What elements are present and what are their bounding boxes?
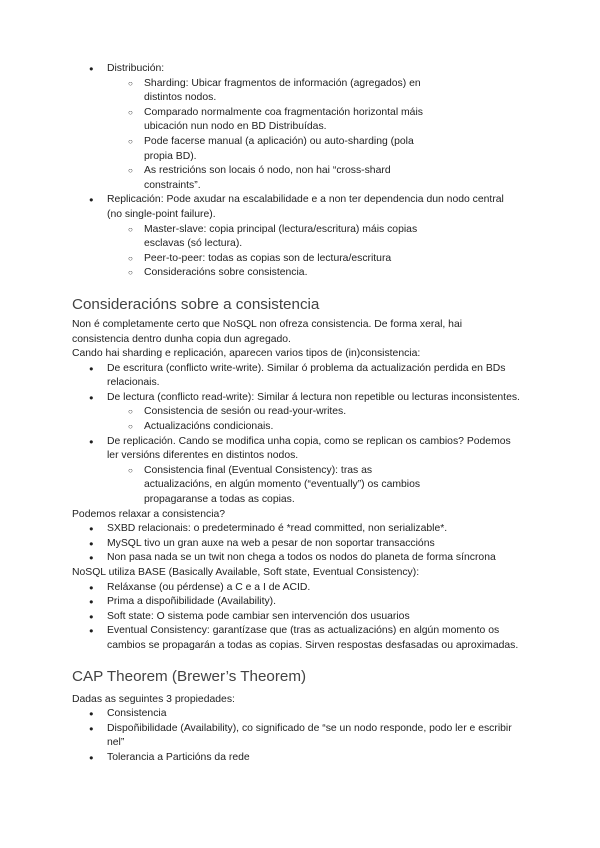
sub-list-item: ○ As restricións son locais ó nodo, non hai “cross-shard constraints”. [0, 164, 520, 193]
document-page [0, 62, 600, 766]
list-item: ● Tolerancia a Particións da rede [0, 751, 600, 766]
paragraph: Dadas as seguintes 3 propiedades: [72, 693, 235, 705]
list-item: ● Prima a dispoñibilidade (Availability). [0, 595, 600, 610]
sub-list-item: ○ Actualizacións condicionais. [0, 420, 520, 435]
bullet-text: De replicación. Cando se modifica unha copia, como se replican os cambios? Podemos ler versións diferentes en distintos nodos. [107, 435, 511, 462]
list-item: ● SXBD relacionais: o predeterminado é *read committed, non serializable*. [0, 522, 600, 537]
sub-bullet-list [107, 223, 520, 281]
inconsistency-types-list [0, 362, 600, 508]
sub-list-item: ○ Consistencia final (Eventual Consistency): tras as actualizacións, en algún momento (“eventually”) os cambios propagaranse a todas as copias. [0, 464, 520, 508]
paragraph: Cando hai sharding e replicación, aparecen varios tipos de (in)consistencia: [72, 348, 421, 360]
paragraph: Non é completamente certo que NoSQL non ofreza consistencia. De forma xeral, hai consistencia dentro dunha copia dun agregado. [72, 318, 463, 345]
sub-bullet-list [107, 77, 520, 194]
base-list [0, 581, 600, 654]
list-item: ● Dispoñibilidade (Availability), co significado de “se un nodo responde, podo ler e escribir nel” [0, 722, 600, 751]
list-item: ● MySQL tivo un gran auxe na web a pesar de non soportar transaccións [0, 537, 600, 552]
sub-list-item: ○ Comparado normalmente coa fragmentación horizontal máis ubicación nun nodo en BD Distribuídas. [0, 106, 520, 135]
sub-list-item: ○ Consistencia de sesión ou read-your-writes. [0, 405, 520, 420]
section-heading-consistency: Consideracións sobre a consistencia [72, 295, 320, 313]
sub-bullet-list [107, 464, 520, 508]
sub-list-item: ○ Peer-to-peer: todas as copias son de lectura/escritura [0, 252, 520, 267]
list-item [0, 435, 600, 508]
sub-list-item: ○ Consideracións sobre consistencia. [0, 266, 520, 281]
list-item [0, 391, 600, 435]
list-item [0, 193, 600, 281]
list-item [0, 62, 600, 193]
cap-properties-list [0, 707, 600, 765]
list-item: ● Reláxanse (ou pérdense) a C e a I de ACID. [0, 581, 600, 596]
bullet-text: De escritura (conflicto write-write). Similar ó problema da actualización perdida en BDs relacionais. [107, 362, 506, 389]
relax-list [0, 522, 600, 566]
list-item: ● Eventual Consistency: garantízase que (tras as actualizacións) en algún momento os cambios se propagarán a todas as copias. Sirven respostas desfasadas ou aproximadas. [0, 624, 600, 653]
bullet-text: Replicación: Pode axudar na escalabilidade e a non ter dependencia dun nodo central (no single-point failure). [107, 194, 504, 220]
list-item: ● Non pasa nada se un twit non chega a todos os nodos do planeta de forma síncrona [0, 551, 600, 566]
sub-list-item: ○ Pode facerse manual (a aplicación) ou auto-sharding (pola propia BD). [0, 135, 520, 164]
sub-list-item: ○ Master-slave: copia principal (lectura/escritura) máis copias esclavas (só lectura). [0, 223, 520, 252]
top-bullet-list [0, 62, 600, 281]
paragraph: NoSQL utiliza BASE (Basically Available, Soft state, Eventual Consistency): [72, 567, 420, 578]
list-item: ● Soft state: O sistema pode cambiar sen intervención dos usuarios [0, 610, 600, 625]
paragraph: Podemos relaxar a consistencia? [72, 508, 226, 520]
sub-bullet-list [107, 405, 520, 434]
sub-list-item: ○ Sharding: Ubicar fragmentos de información (agregados) en distintos nodos. [0, 77, 520, 106]
section-heading-cap: CAP Theorem (Brewer’s Theorem) [72, 667, 307, 685]
bullet-text: Distribución: [107, 63, 165, 74]
list-item [0, 362, 600, 391]
bullet-text: De lectura (conflicto read-write): Similar á lectura non repetible ou lecturas inconsistentes. [107, 391, 520, 403]
list-item: ● Consistencia [0, 707, 600, 722]
